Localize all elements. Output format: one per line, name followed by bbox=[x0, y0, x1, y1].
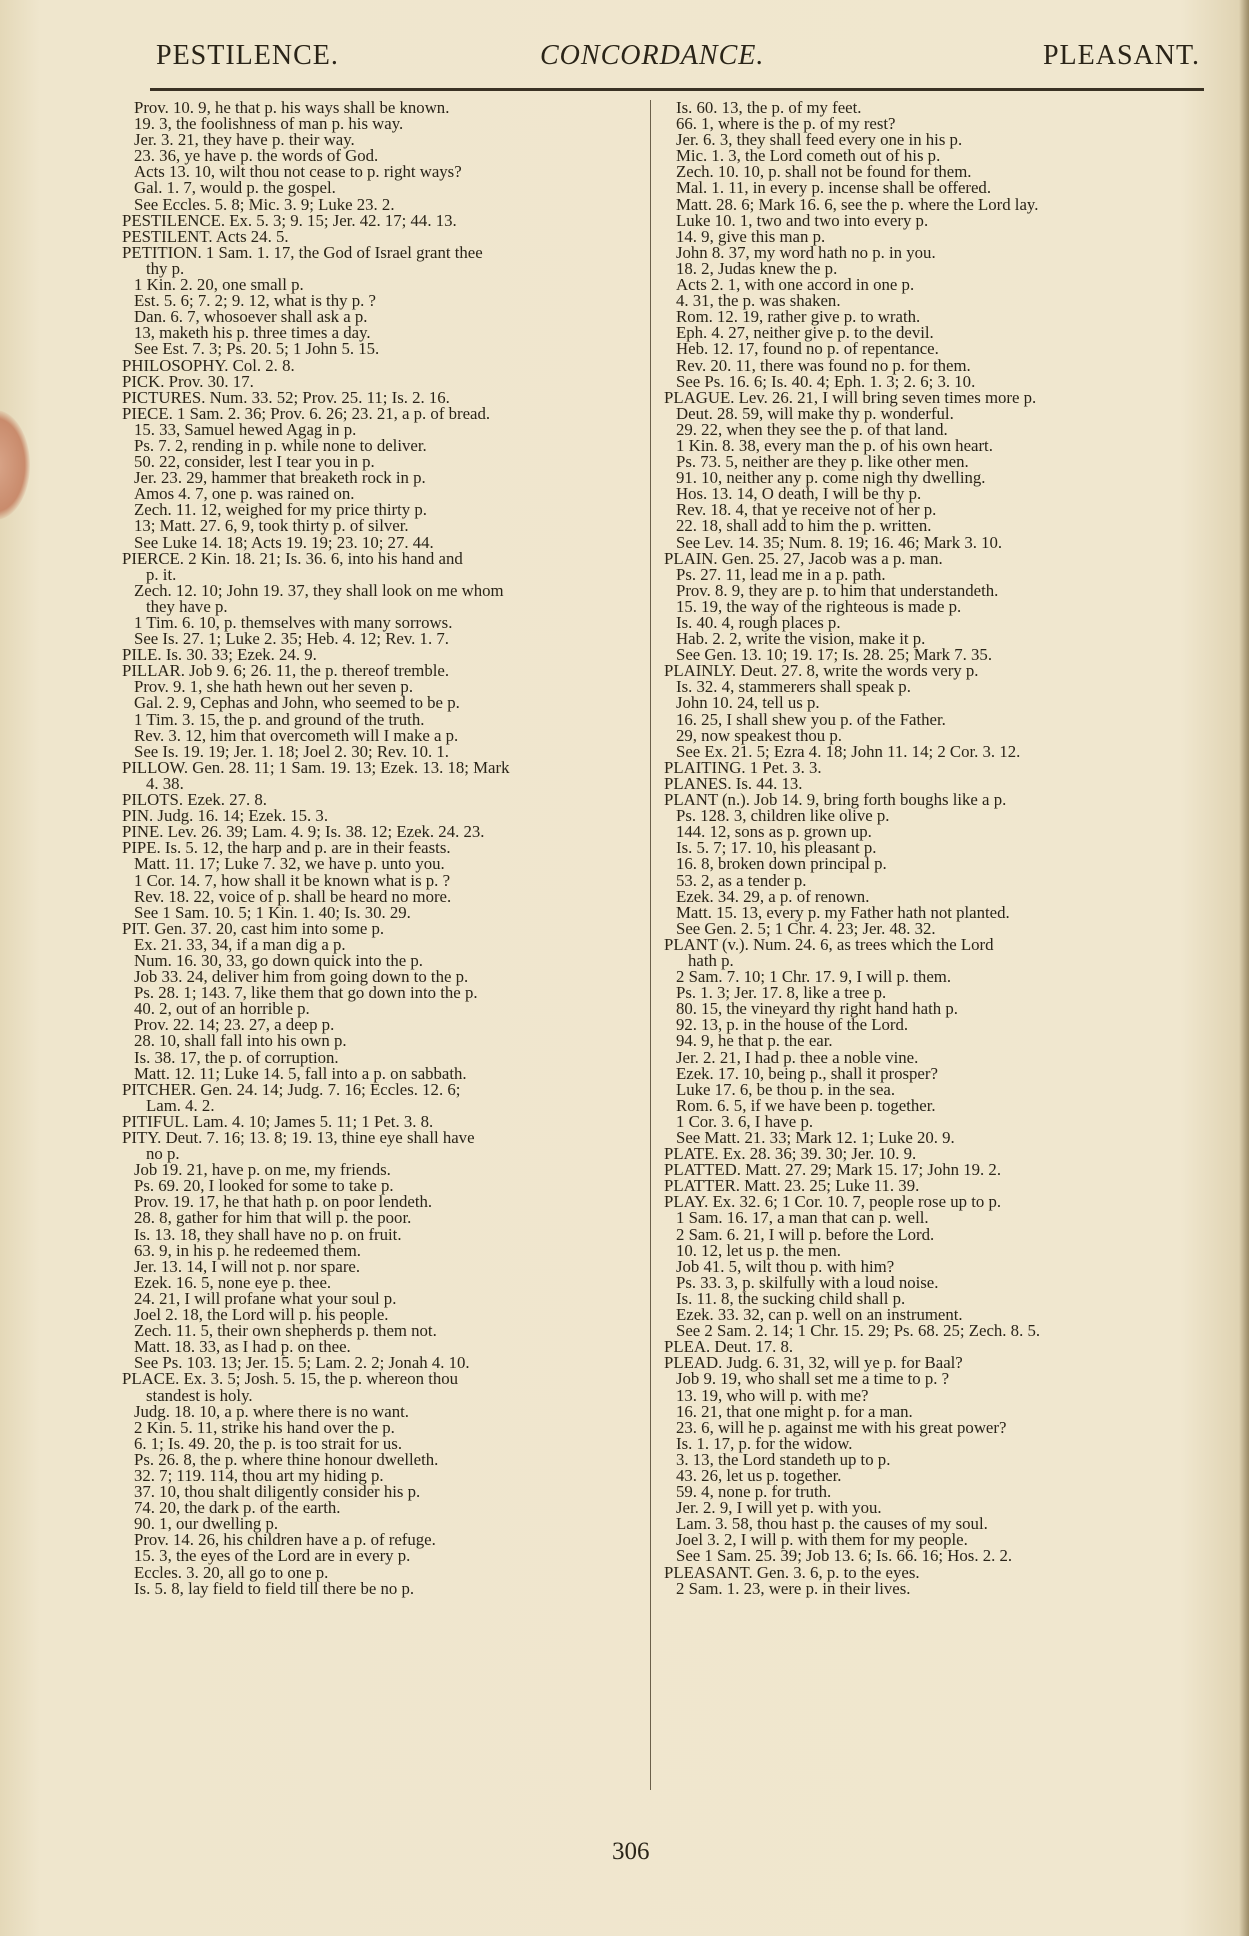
concordance-line: standest is holy. bbox=[146, 1385, 253, 1405]
concordance-line: Is. 13. 18, they shall have no p. on fruit. bbox=[134, 1224, 402, 1244]
concordance-line: 1 Tim. 3. 15, the p. and ground of the truth. bbox=[134, 709, 425, 729]
concordance-line: 4. 31, the p. was shaken. bbox=[676, 291, 841, 311]
concordance-line: PITCHER. Gen. 24. 14; Judg. 7. 16; Eccles. 12. 6; bbox=[122, 1079, 461, 1099]
concordance-line: Jer. 23. 29, hammer that breaketh rock in p. bbox=[134, 468, 426, 488]
concordance-line: 13; Matt. 27. 6, 9, took thirty p. of silver. bbox=[134, 516, 409, 536]
concordance-line: Rev. 18. 4, that ye receive not of her p. bbox=[676, 500, 937, 520]
concordance-line: PLAIN. Gen. 25. 27, Jacob was a p. man. bbox=[664, 548, 943, 568]
running-header bbox=[150, 40, 1200, 84]
concordance-line: Rev. 3. 12, him that overcometh will I make a p. bbox=[134, 725, 459, 745]
right-column bbox=[664, 100, 1204, 1597]
concordance-line: Ps. 27. 11, lead me in a p. path. bbox=[676, 564, 886, 584]
concordance-line: 28. 10, shall fall into his own p. bbox=[134, 1031, 347, 1051]
concordance-line: 1 Sam. 16. 17, a man that can p. well. bbox=[676, 1208, 929, 1228]
concordance-line: PLAY. Ex. 32. 6; 1 Cor. 10. 7, people rose up to p. bbox=[664, 1192, 1002, 1212]
concordance-line: See Ps. 103. 13; Jer. 15. 5; Lam. 2. 2; Jonah 4. 10. bbox=[134, 1353, 470, 1373]
concordance-line: PLATE. Ex. 28. 36; 39. 30; Jer. 10. 9. bbox=[664, 1144, 917, 1164]
concordance-line: 3. 13, the Lord standeth up to p. bbox=[676, 1449, 891, 1469]
concordance-line: PESTILENT. Acts 24. 5. bbox=[122, 226, 289, 246]
left-column bbox=[122, 100, 632, 1597]
concordance-line: 2 Sam. 6. 21, I will p. before the Lord. bbox=[676, 1224, 935, 1244]
concordance-line: they have p. bbox=[146, 596, 228, 616]
concordance-line: Prov. 19. 17, he that hath p. on poor lendeth. bbox=[134, 1192, 433, 1212]
concordance-line: 144. 12, sons as p. grown up. bbox=[676, 822, 872, 842]
concordance-line: PLAINLY. Deut. 27. 8, write the words very p. bbox=[664, 661, 979, 681]
concordance-line: 2 Sam. 7. 10; 1 Chr. 17. 9, I will p. them. bbox=[676, 967, 952, 987]
concordance-line: PLACE. Ex. 3. 5; Josh. 5. 15, the p. whereon thou bbox=[122, 1369, 459, 1389]
concordance-line: 32. 7; 119. 114, thou art my hiding p. bbox=[134, 1465, 384, 1485]
concordance-line: 15. 33, Samuel hewed Agag in p. bbox=[134, 419, 357, 439]
concordance-line: hath p. bbox=[688, 950, 734, 970]
concordance-line: See Gen. 13. 10; 19. 17; Is. 28. 25; Mark 7. 35. bbox=[676, 645, 993, 665]
header-title: CONCORDANCE. bbox=[540, 40, 765, 71]
concordance-line: PILE. Is. 30. 33; Ezek. 24. 9. bbox=[122, 645, 317, 665]
concordance-line: 74. 20, the dark p. of the earth. bbox=[134, 1498, 341, 1518]
concordance-line: PINE. Lev. 26. 39; Lam. 4. 9; Is. 38. 12; Ezek. 24. 23. bbox=[122, 822, 485, 842]
concordance-line: Ps. 73. 5, neither are they p. like other men. bbox=[676, 452, 969, 472]
concordance-line: Is. 11. 8, the sucking child shall p. bbox=[676, 1288, 906, 1308]
concordance-line: Mic. 1. 3, the Lord cometh out of his p. bbox=[676, 146, 941, 166]
concordance-line: See Luke 14. 18; Acts 19. 19; 23. 10; 27. 44. bbox=[134, 532, 434, 552]
concordance-line: 40. 2, out of an horrible p. bbox=[134, 999, 310, 1019]
column-divider bbox=[650, 100, 651, 1790]
concordance-line: 91. 10, neither any p. come nigh thy dwelling. bbox=[676, 468, 986, 488]
page-number: 306 bbox=[612, 1838, 650, 1865]
concordance-line: Job 19. 21, have p. on me, my friends. bbox=[134, 1160, 391, 1180]
concordance-line: PLAITING. 1 Pet. 3. 3. bbox=[664, 757, 822, 777]
concordance-line: See Ps. 16. 6; Is. 40. 4; Eph. 1. 3; 2. 6; 3. 10. bbox=[676, 371, 976, 391]
concordance-line: PIERCE. 2 Kin. 18. 21; Is. 36. 6, into his hand and bbox=[122, 548, 463, 568]
concordance-line: Gal. 1. 7, would p. the gospel. bbox=[134, 178, 336, 198]
concordance-line: 53. 2, as a tender p. bbox=[676, 870, 807, 890]
concordance-line: PHILOSOPHY. Col. 2. 8. bbox=[122, 355, 295, 375]
concordance-line: 23. 36, ye have p. the words of God. bbox=[134, 146, 379, 166]
concordance-line: Acts 2. 1, with one accord in one p. bbox=[676, 275, 915, 295]
concordance-line: PLAGUE. Lev. 26. 21, I will bring seven times more p. bbox=[664, 387, 1037, 407]
concordance-line: Matt. 28. 6; Mark 16. 6, see the p. where the Lord lay. bbox=[676, 194, 1039, 214]
concordance-line: Job 41. 5, wilt thou p. with him? bbox=[676, 1256, 895, 1276]
concordance-line: Ex. 21. 33, 34, if a man dig a p. bbox=[134, 934, 346, 954]
concordance-line: PITY. Deut. 7. 16; 13. 8; 19. 13, thine eye shall have bbox=[122, 1128, 475, 1147]
concordance-line: Jer. 13. 14, I will not p. nor spare. bbox=[134, 1256, 361, 1276]
concordance-line: 16. 21, that one might p. for a man. bbox=[676, 1401, 913, 1421]
concordance-line: 18. 2, Judas knew the p. bbox=[676, 258, 838, 278]
concordance-line: Eccles. 3. 20, all go to one p. bbox=[134, 1562, 329, 1582]
concordance-line: See Matt. 21. 33; Mark 12. 1; Luke 20. 9. bbox=[676, 1128, 955, 1147]
concordance-line: no p. bbox=[146, 1144, 180, 1164]
concordance-line: John 8. 37, my word hath no p. in you. bbox=[676, 242, 936, 262]
concordance-line: Is. 60. 13, the p. of my feet. bbox=[676, 98, 862, 117]
concordance-line: Jer. 3. 21, they have p. their way. bbox=[134, 130, 355, 150]
concordance-line: 10. 12, let us p. the men. bbox=[676, 1240, 841, 1260]
concordance-line: PLEA. Deut. 17. 8. bbox=[664, 1337, 794, 1357]
concordance-line: 23. 6, will he p. against me with his great power? bbox=[676, 1417, 1007, 1437]
concordance-line: PILOTS. Ezek. 27. 8. bbox=[122, 790, 267, 810]
concordance-line: Job 33. 24, deliver him from going down to the p. bbox=[134, 967, 469, 987]
concordance-line: 50. 22, consider, lest I tear you in p. bbox=[134, 452, 375, 472]
concordance-line: Prov. 8. 9, they are p. to him that understandeth. bbox=[676, 580, 999, 600]
concordance-line: Ezek. 34. 29, a p. of renown. bbox=[676, 886, 870, 906]
concordance-line: 4. 38. bbox=[146, 773, 184, 793]
concordance-line: Hos. 13. 14, O death, I will be thy p. bbox=[676, 484, 922, 504]
concordance-line: Rev. 20. 11, there was found no p. for them. bbox=[676, 355, 971, 375]
concordance-line: See Is. 19. 19; Jer. 1. 18; Joel 2. 30; Rev. 10. 1. bbox=[134, 741, 449, 761]
concordance-line: 13, maketh his p. three times a day. bbox=[134, 323, 371, 343]
concordance-line: Matt. 15. 13, every p. my Father hath not planted. bbox=[676, 902, 1010, 922]
concordance-line: Dan. 6. 7, whosoever shall ask a p. bbox=[134, 307, 368, 327]
concordance-line: See Gen. 2. 5; 1 Chr. 4. 23; Jer. 48. 32. bbox=[676, 918, 936, 938]
concordance-line: 1 Cor. 14. 7, how shall it be known what is p. ? bbox=[134, 870, 451, 890]
concordance-line: p. it. bbox=[146, 564, 177, 584]
concordance-line: PLEAD. Judg. 6. 31, 32, will ye p. for Baal? bbox=[664, 1353, 963, 1373]
concordance-line: Rom. 12. 19, rather give p. to wrath. bbox=[676, 307, 921, 327]
concordance-line: 15. 3, the eyes of the Lord are in every p. bbox=[134, 1546, 411, 1566]
concordance-line: Is. 40. 4, rough places p. bbox=[676, 613, 841, 632]
concordance-line: Jer. 2. 9, I will yet p. with you. bbox=[676, 1498, 882, 1518]
concordance-line: Acts 13. 10, wilt thou not cease to p. right ways? bbox=[134, 162, 462, 182]
concordance-line: 37. 10, thou shalt diligently consider his p. bbox=[134, 1482, 421, 1502]
concordance-line: 2 Sam. 1. 23, were p. in their lives. bbox=[676, 1578, 911, 1598]
header-left-word: PESTILENCE. bbox=[156, 40, 339, 71]
concordance-line: 80. 15, the vineyard thy right hand hath p. bbox=[676, 999, 958, 1019]
concordance-line: Lam. 4. 2. bbox=[146, 1095, 215, 1115]
concordance-line: 29, now speakest thou p. bbox=[676, 725, 842, 745]
concordance-line: PITIFUL. Lam. 4. 10; James 5. 11; 1 Pet. 3. 8. bbox=[122, 1111, 434, 1131]
concordance-line: PICK. Prov. 30. 17. bbox=[122, 371, 254, 391]
concordance-line: Luke 17. 6, be thou p. in the sea. bbox=[676, 1079, 896, 1099]
concordance-line: Deut. 28. 59, will make thy p. wonderful. bbox=[676, 403, 954, 423]
concordance-line: Hab. 2. 2, write the vision, make it p. bbox=[676, 629, 926, 649]
concordance-line: See 2 Sam. 2. 14; 1 Chr. 15. 29; Ps. 68. 25; Zech. 8. 5. bbox=[676, 1321, 1041, 1341]
concordance-line: See Est. 7. 3; Ps. 20. 5; 1 John 5. 15. bbox=[134, 339, 380, 359]
concordance-line: Rev. 18. 22, voice of p. shall be heard no more. bbox=[134, 886, 452, 906]
concordance-line: Ps. 7. 2, rending in p. while none to deliver. bbox=[134, 435, 427, 455]
concordance-line: 1 Tim. 6. 10, p. themselves with many sorrows. bbox=[134, 613, 453, 632]
header-right-word: PLEASANT. bbox=[1042, 40, 1200, 71]
concordance-line: Prov. 14. 26, his children have a p. of refuge. bbox=[134, 1530, 436, 1550]
concordance-line: Zech. 10. 10, p. shall not be found for them. bbox=[676, 162, 972, 182]
concordance-line: 59. 4, none p. for truth. bbox=[676, 1482, 832, 1502]
concordance-line: 16. 8, broken down principal p. bbox=[676, 854, 887, 874]
concordance-line: Ps. 128. 3, children like olive p. bbox=[676, 806, 890, 826]
concordance-line: 22. 18, shall add to him the p. written. bbox=[676, 516, 932, 536]
concordance-line: 2 Kin. 5. 11, strike his hand over the p. bbox=[134, 1417, 395, 1437]
concordance-line: Joel 2. 18, the Lord will p. his people. bbox=[134, 1305, 389, 1325]
concordance-line: See 1 Sam. 10. 5; 1 Kin. 1. 40; Is. 30. 29. bbox=[134, 902, 411, 922]
concordance-line: Job 9. 19, who shall set me a time to p. ? bbox=[676, 1369, 950, 1389]
concordance-line: See Lev. 14. 35; Num. 8. 19; 16. 46; Mark 3. 10. bbox=[676, 532, 1003, 552]
concordance-line: Judg. 18. 10, a p. where there is no want. bbox=[134, 1401, 409, 1421]
concordance-line: Ezek. 17. 10, being p., shall it prosper? bbox=[676, 1063, 938, 1083]
concordance-line: Heb. 12. 17, found no p. of repentance. bbox=[676, 339, 939, 359]
concordance-line: See 1 Sam. 25. 39; Job 13. 6; Is. 66. 16; Hos. 2. 2. bbox=[676, 1546, 1013, 1566]
concordance-line: Gal. 2. 9, Cephas and John, who seemed to be p. bbox=[134, 693, 460, 713]
concordance-line: PILLOW. Gen. 28. 11; 1 Sam. 19. 13; Ezek. 13. 18; Mark bbox=[122, 757, 510, 777]
concordance-line: PIPE. Is. 5. 12, the harp and p. are in their feasts. bbox=[122, 838, 451, 858]
concordance-line: Jer. 6. 3, they shall feed every one in his p. bbox=[676, 130, 963, 150]
concordance-line: Is. 1. 17, p. for the widow. bbox=[676, 1433, 853, 1453]
concordance-line: Ps. 33. 3, p. skilfully with a loud noise. bbox=[676, 1272, 939, 1292]
concordance-line: Rom. 6. 5, if we have been p. together. bbox=[676, 1095, 936, 1115]
concordance-line: PETITION. 1 Sam. 1. 17, the God of Israel grant thee bbox=[122, 242, 483, 262]
concordance-line: thy p. bbox=[146, 258, 185, 278]
concordance-line: 14. 9, give this man p. bbox=[676, 226, 826, 246]
concordance-line: 13. 19, who will p. with me? bbox=[676, 1385, 869, 1405]
concordance-line: 19. 3, the foolishness of man p. his way. bbox=[134, 114, 404, 134]
concordance-line: Is. 32. 4, stammerers shall speak p. bbox=[676, 677, 911, 697]
concordance-line: Ps. 1. 3; Jer. 17. 8, like a tree p. bbox=[676, 983, 887, 1003]
concordance-line: Is. 5. 7; 17. 10, his pleasant p. bbox=[676, 838, 877, 858]
concordance-line: Zech. 11. 12, weighed for my price thirty p. bbox=[134, 500, 427, 520]
concordance-line: Num. 16. 30, 33, go down quick into the p. bbox=[134, 950, 423, 970]
concordance-line: 29. 22, when they see the p. of that land. bbox=[676, 419, 948, 439]
concordance-line: PLATTER. Matt. 23. 25; Luke 11. 39. bbox=[664, 1176, 920, 1196]
concordance-line: 63. 9, in his p. he redeemed them. bbox=[134, 1240, 361, 1260]
concordance-line: Zech. 11. 5, their own shepherds p. them not. bbox=[134, 1321, 437, 1341]
concordance-line: Matt. 18. 33, as I had p. on thee. bbox=[134, 1337, 351, 1357]
concordance-line: 43. 26, let us p. together. bbox=[676, 1465, 842, 1485]
concordance-line: Jer. 2. 21, I had p. thee a noble vine. bbox=[676, 1047, 919, 1067]
page-stain bbox=[0, 410, 30, 520]
concordance-line: Is. 38. 17, the p. of corruption. bbox=[134, 1047, 339, 1067]
concordance-line: Ps. 69. 20, I looked for some to take p. bbox=[134, 1176, 394, 1196]
concordance-line: PIECE. 1 Sam. 2. 36; Prov. 6. 26; 23. 21, a p. of bread. bbox=[122, 403, 491, 423]
concordance-line: See Ex. 21. 5; Ezra 4. 18; John 11. 14; 2 Cor. 3. 12. bbox=[676, 741, 1021, 761]
concordance-line: PIT. Gen. 37. 20, cast him into some p. bbox=[122, 918, 385, 938]
concordance-line: 92. 13, p. in the house of the Lord. bbox=[676, 1015, 909, 1035]
concordance-line: Prov. 22. 14; 23. 27, a deep p. bbox=[134, 1015, 335, 1035]
concordance-line: PILLAR. Job 9. 6; 26. 11, the p. thereof tremble. bbox=[122, 661, 450, 681]
concordance-line: 15. 19, the way of the righteous is made p. bbox=[676, 596, 962, 616]
concordance-line: 24. 21, I will profane what your soul p. bbox=[134, 1288, 397, 1308]
concordance-line: 1 Kin. 2. 20, one small p. bbox=[134, 275, 304, 295]
concordance-line: PIN. Judg. 16. 14; Ezek. 15. 3. bbox=[122, 806, 329, 826]
concordance-line: Ezek. 33. 32, can p. well on an instrument. bbox=[676, 1305, 963, 1325]
concordance-line: 90. 1, our dwelling p. bbox=[134, 1514, 279, 1534]
concordance-line: Ps. 28. 1; 143. 7, like them that go down into the p. bbox=[134, 983, 478, 1003]
concordance-line: Mal. 1. 11, in every p. incense shall be offered. bbox=[676, 178, 992, 198]
concordance-line: Prov. 10. 9, he that p. his ways shall be known. bbox=[134, 98, 450, 117]
concordance-line: Eph. 4. 27, neither give p. to the devil. bbox=[676, 323, 934, 343]
concordance-line: PICTURES. Num. 33. 52; Prov. 25. 11; Is. 2. 16. bbox=[122, 387, 450, 407]
concordance-line: 66. 1, where is the p. of my rest? bbox=[676, 114, 896, 134]
concordance-line: John 10. 24, tell us p. bbox=[676, 693, 820, 713]
concordance-line: Amos 4. 7, one p. was rained on. bbox=[134, 484, 355, 504]
concordance-line: PLANT (n.). Job 14. 9, bring forth boughs like a p. bbox=[664, 790, 1007, 810]
concordance-line: 6. 1; Is. 49. 20, the p. is too strait for us. bbox=[134, 1433, 403, 1453]
concordance-line: 1 Cor. 3. 6, I have p. bbox=[676, 1111, 814, 1131]
concordance-line: Lam. 3. 58, thou hast p. the causes of my soul. bbox=[676, 1514, 988, 1534]
concordance-line: Matt. 11. 17; Luke 7. 32, we have p. unto you. bbox=[134, 854, 445, 874]
concordance-line: PESTILENCE. Ex. 5. 3; 9. 15; Jer. 42. 17; 44. 13. bbox=[122, 210, 457, 230]
page-edge-shadow bbox=[1239, 0, 1249, 1936]
concordance-line: See Is. 27. 1; Luke 2. 35; Heb. 4. 12; Rev. 1. 7. bbox=[134, 629, 449, 649]
concordance-line: Matt. 12. 11; Luke 14. 5, fall into a p. on sabbath. bbox=[134, 1063, 467, 1083]
concordance-line: 28. 8, gather for him that will p. the poor. bbox=[134, 1208, 412, 1228]
concordance-line: Est. 5. 6; 7. 2; 9. 12, what is thy p. ? bbox=[134, 291, 376, 311]
concordance-line: 1 Kin. 8. 38, every man the p. of his own heart. bbox=[676, 435, 993, 455]
concordance-line: 16. 25, I shall shew you p. of the Father. bbox=[676, 709, 946, 729]
concordance-line: See Eccles. 5. 8; Mic. 3. 9; Luke 23. 2. bbox=[134, 194, 395, 214]
concordance-line: Joel 3. 2, I will p. with them for my people. bbox=[676, 1530, 968, 1550]
concordance-line: Zech. 12. 10; John 19. 37, they shall look on me whom bbox=[134, 580, 504, 600]
concordance-line: Ezek. 16. 5, none eye p. thee. bbox=[134, 1272, 332, 1292]
concordance-line: Ps. 26. 8, the p. where thine honour dwelleth. bbox=[134, 1449, 439, 1469]
concordance-line: PLEASANT. Gen. 3. 6, p. to the eyes. bbox=[664, 1562, 920, 1582]
concordance-line: 94. 9, he that p. the ear. bbox=[676, 1031, 833, 1051]
concordance-line: Luke 10. 1, two and two into every p. bbox=[676, 210, 929, 230]
concordance-line: PLATTED. Matt. 27. 29; Mark 15. 17; John 19. 2. bbox=[664, 1160, 1002, 1180]
concordance-line: Prov. 9. 1, she hath hewn out her seven p. bbox=[134, 677, 414, 697]
concordance-line: Is. 5. 8, lay field to field till there be no p. bbox=[134, 1578, 415, 1598]
header-rule bbox=[150, 88, 1204, 91]
concordance-line: PLANES. Is. 44. 13. bbox=[664, 773, 803, 793]
concordance-line: PLANT (v.). Num. 24. 6, as trees which the Lord bbox=[664, 934, 994, 954]
